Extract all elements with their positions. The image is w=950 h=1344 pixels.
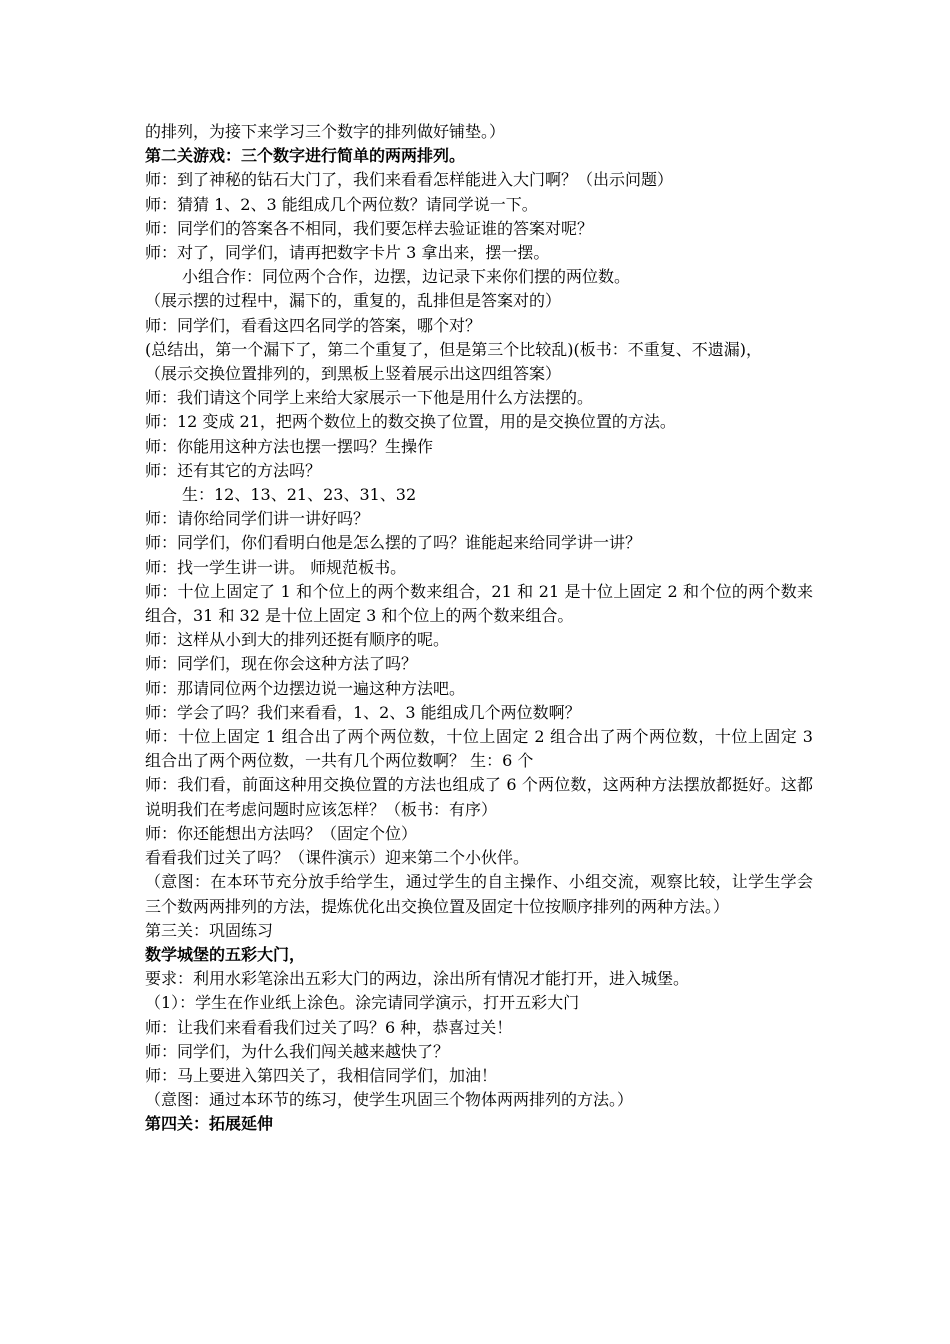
paragraph-line: 要求：利用水彩笔涂出五彩大门的两边，涂出所有情况才能打开，进入城堡。 (145, 969, 690, 989)
paragraph-line: 师：同学们，为什么我们闯关越来越快了？ (145, 1041, 450, 1061)
paragraph-line: 师：你能用这种方法也摆一摆吗？生操作 (145, 436, 434, 456)
section-heading: 第三关：巩固练习 (145, 920, 274, 940)
paragraph-line: 看看我们过关了吗？（课件演示）迎来第二个小伙伴。 (145, 848, 530, 868)
paragraph-line: 师：我们请这个同学上来给大家展示一下他是用什么方法摆的。 (145, 388, 594, 408)
paragraph-line: 师：这样从小到大的排列还挺有顺序的呢。 (145, 630, 450, 650)
section-heading: 数学城堡的五彩大门， (145, 944, 306, 964)
paragraph-line: 师：同学们，现在你会这种方法了吗？ (145, 654, 418, 674)
paragraph-line: 师：我们看，前面这种用交换位置的方法也组成了 6 个两位数，这两种方法摆放都挺好。这都说明我们在考虑问题时应该怎样？（板书：有序） (145, 775, 813, 819)
paragraph-line: 师：十位上固定 1 组合出了两个两位数，十位上固定 2 组合出了两个两位数，十位上固定 3 组合出了两个两位数，一共有几个两位数啊？ 生：6 个 (145, 727, 813, 771)
paragraph-line: (总结出，第一个漏下了，第二个重复了，但是第三个比较乱)(板书：不重复、不遗漏)， (145, 339, 762, 359)
paragraph-line: （意图：通过本环节的练习，使学生巩固三个物体两两排列的方法。） (145, 1090, 634, 1110)
document-body (145, 120, 813, 1137)
paragraph-line: 小组合作：同位两个合作，边摆，边记录下来你们摆的两位数。 (182, 267, 631, 287)
paragraph-line: 师：让我们来看看我们过关了吗？6 种，恭喜过关！ (145, 1017, 513, 1037)
paragraph-line: 师：到了神秘的钻石大门了，我们来看看怎样能进入大门啊？（出示问题） (145, 170, 674, 190)
paragraph-line: 师：十位上固定了 1 和个位上的两个数来组合，21 和 21 是十位上固定 2 和个位的两个数来组合，31 和 32 是十位上固定 3 和个位上的两个数来组合。 (145, 581, 813, 626)
paragraph-line: 师：同学们的答案各不相同，我们要怎样去验证谁的答案对呢？ (145, 218, 594, 238)
paragraph-line: （意图：在本环节充分放手给学生，通过学生的自主操作、小组交流，观察比较，让学生学会三个数两两排列的方法，提炼优化出交换位置及固定十位按顺序排列的两种方法。） (145, 872, 813, 916)
paragraph-line: （展示交换位置排列的，到黑板上竖着展示出这四组答案） (145, 364, 562, 384)
paragraph-line: 师：那请同位两个边摆边说一遍这种方法吧。 (145, 678, 466, 698)
paragraph-line: 的排列，为接下来学习三个数字的排列做好铺垫。） (145, 122, 506, 141)
section-heading: 第二关游戏：三个数字进行简单的两两排列。 (145, 146, 466, 166)
paragraph-line: 师：找一学生讲一讲。 师规范板书。 (145, 557, 407, 577)
paragraph-line: （1）：学生在作业纸上涂色。涂完请同学演示，打开五彩大门 (145, 993, 580, 1013)
paragraph-line: 师：还有其它的方法吗？ (145, 460, 322, 480)
paragraph-line: 师：同学们，你们看明白他是怎么摆的了吗？谁能起来给同学讲一讲？ (145, 533, 642, 553)
paragraph-line: 师：猜猜 1、2、3 能组成几个两位数？请同学说一下。 (145, 194, 538, 214)
paragraph-line: 师：马上要进入第四关了，我相信同学们，加油！ (145, 1065, 498, 1085)
paragraph-line: （展示摆的过程中，漏下的，重复的，乱排但是答案对的） (145, 291, 562, 311)
paragraph-line: 师：请你给同学们讲一讲好吗？ (145, 509, 370, 529)
paragraph-line: 生：12、13、21、23、31、32 (182, 485, 417, 505)
paragraph-line: 师：学会了吗？我们来看看，1、2、3 能组成几个两位数啊？ (145, 702, 581, 722)
paragraph-line: 师：你还能想出方法吗？（固定个位） (145, 823, 418, 843)
paragraph-line: 师：对了，同学们，请再把数字卡片 3 拿出来，摆一摆。 (145, 243, 550, 263)
paragraph-line: 师：同学们，看看这四名同学的答案，哪个对？ (145, 315, 482, 335)
paragraph-line: 师：12 变成 21，把两个数位上的数交换了位置，用的是交换位置的方法。 (145, 412, 676, 432)
section-heading: 第四关：拓展延伸 (145, 1114, 274, 1134)
